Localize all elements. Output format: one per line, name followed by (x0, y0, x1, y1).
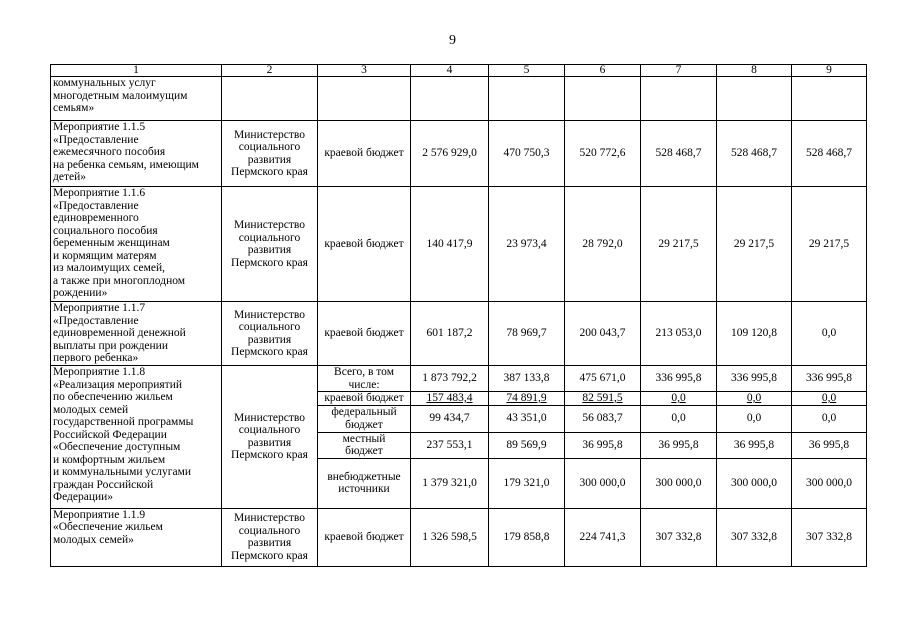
funding-source-cell: краевой бюджет (318, 508, 411, 566)
amount-cell: 74 891,9 (489, 392, 565, 406)
amount-cell: 99 434,7 (411, 405, 489, 432)
activity-cell: коммунальных услуг многодетным малоимущим семьям» (51, 77, 222, 121)
amount-cell (489, 77, 565, 121)
funding-source-cell: местный бюджет (318, 432, 411, 458)
amount-cell: 29 217,5 (792, 187, 867, 302)
amount-cell: 140 417,9 (411, 187, 489, 302)
amount-cell: 0,0 (717, 405, 792, 432)
table-row (51, 121, 867, 187)
amount-cell: 29 217,5 (641, 187, 717, 302)
amount-cell: 336 995,8 (717, 366, 792, 392)
activity-cell: Мероприятие 1.1.9 «Обеспечение жильем молодых семей» (51, 508, 222, 566)
amount-cell: 2 576 929,0 (411, 121, 489, 187)
column-number-1: 1 (51, 65, 222, 77)
amount-cell: 29 217,5 (717, 187, 792, 302)
funding-source-cell: краевой бюджет (318, 187, 411, 302)
funding-source-cell: краевой бюджет (318, 392, 411, 406)
amount-cell: 307 332,8 (641, 508, 717, 566)
activity-cell: Мероприятие 1.1.7 «Предоставление единовременной денежной выплаты при рождении первого ребенка» (51, 302, 222, 366)
amount-cell: 179 858,8 (489, 508, 565, 566)
amount-cell: 78 969,7 (489, 302, 565, 366)
amount-cell: 224 741,3 (565, 508, 641, 566)
amount-cell: 1 326 598,5 (411, 508, 489, 566)
funding-source-cell (318, 77, 411, 121)
amount-cell: 213 053,0 (641, 302, 717, 366)
amount-cell: 520 772,6 (565, 121, 641, 187)
amount-cell: 300 000,0 (792, 458, 867, 508)
amount-cell: 237 553,1 (411, 432, 489, 458)
column-number-4: 4 (411, 65, 489, 77)
executor-cell (222, 77, 318, 121)
amount-cell: 0,0 (641, 405, 717, 432)
activity-cell: Мероприятие 1.1.6 «Предоставление единовременного социального пособия беременным женщинам и кормящим матерям из малоимущих семей, а также при многоплодном рождении» (51, 187, 222, 302)
amount-cell: 0,0 (792, 302, 867, 366)
budget-table (50, 64, 867, 567)
amount-cell (641, 77, 717, 121)
amount-cell: 200 043,7 (565, 302, 641, 366)
table-row (51, 366, 867, 392)
amount-cell: 0,0 (717, 392, 792, 406)
funding-source-cell: федеральный бюджет (318, 405, 411, 432)
funding-source-cell: внебюджетные источники (318, 458, 411, 508)
amount-cell: 336 995,8 (792, 366, 867, 392)
column-number-6: 6 (565, 65, 641, 77)
executor-cell: Министерство социального развития Пермского края (222, 366, 318, 509)
amount-cell: 475 671,0 (565, 366, 641, 392)
amount-cell: 300 000,0 (641, 458, 717, 508)
table-row (51, 302, 867, 366)
amount-cell: 307 332,8 (717, 508, 792, 566)
amount-cell: 528 468,7 (717, 121, 792, 187)
funding-source-cell: краевой бюджет (318, 121, 411, 187)
table-row (51, 187, 867, 302)
column-number-8: 8 (717, 65, 792, 77)
amount-cell: 528 468,7 (792, 121, 867, 187)
column-number-5: 5 (489, 65, 565, 77)
amount-cell: 23 973,4 (489, 187, 565, 302)
table-row (51, 77, 867, 121)
amount-cell: 109 120,8 (717, 302, 792, 366)
amount-cell: 601 187,2 (411, 302, 489, 366)
amount-cell: 56 083,7 (565, 405, 641, 432)
amount-cell (717, 77, 792, 121)
amount-cell: 43 351,0 (489, 405, 565, 432)
amount-cell (411, 77, 489, 121)
funding-source-cell: Всего, в том числе: (318, 366, 411, 392)
amount-cell: 528 468,7 (641, 121, 717, 187)
executor-cell: Министерство социального развития Пермского края (222, 187, 318, 302)
amount-cell: 89 569,9 (489, 432, 565, 458)
amount-cell: 36 995,8 (717, 432, 792, 458)
amount-cell: 307 332,8 (792, 508, 867, 566)
activity-cell: Мероприятие 1.1.5 «Предоставление ежемесячного пособия на ребенка семьям, имеющим детей» (51, 121, 222, 187)
amount-cell: 300 000,0 (717, 458, 792, 508)
amount-cell (792, 77, 867, 121)
amount-cell: 36 995,8 (792, 432, 867, 458)
amount-cell: 36 995,8 (641, 432, 717, 458)
column-number-7: 7 (641, 65, 717, 77)
executor-cell: Министерство социального развития Пермского края (222, 121, 318, 187)
amount-cell: 28 792,0 (565, 187, 641, 302)
amount-cell: 0,0 (641, 392, 717, 406)
amount-cell: 82 591,5 (565, 392, 641, 406)
amount-cell: 1 379 321,0 (411, 458, 489, 508)
column-number-9: 9 (792, 65, 867, 77)
column-number-2: 2 (222, 65, 318, 77)
page-number: 9 (449, 33, 456, 48)
amount-cell: 0,0 (792, 405, 867, 432)
amount-cell: 36 995,8 (565, 432, 641, 458)
amount-cell: 157 483,4 (411, 392, 489, 406)
activity-cell: Мероприятие 1.1.8 «Реализация мероприятий по обеспечению жильем молодых семей государственной программы Российской Федерации «Обеспечение доступным и комфортным жильем и коммунальными услугами граждан Российской Федерации» (51, 366, 222, 509)
executor-cell: Министерство социального развития Пермского края (222, 508, 318, 566)
executor-cell: Министерство социального развития Пермского края (222, 302, 318, 366)
amount-cell: 336 995,8 (641, 366, 717, 392)
amount-cell: 0,0 (792, 392, 867, 406)
amount-cell: 470 750,3 (489, 121, 565, 187)
column-number-row (51, 65, 867, 77)
amount-cell: 179 321,0 (489, 458, 565, 508)
amount-cell: 300 000,0 (565, 458, 641, 508)
funding-source-cell: краевой бюджет (318, 302, 411, 366)
amount-cell: 387 133,8 (489, 366, 565, 392)
table-row (51, 508, 867, 566)
amount-cell: 1 873 792,2 (411, 366, 489, 392)
amount-cell (565, 77, 641, 121)
column-number-3: 3 (318, 65, 411, 77)
